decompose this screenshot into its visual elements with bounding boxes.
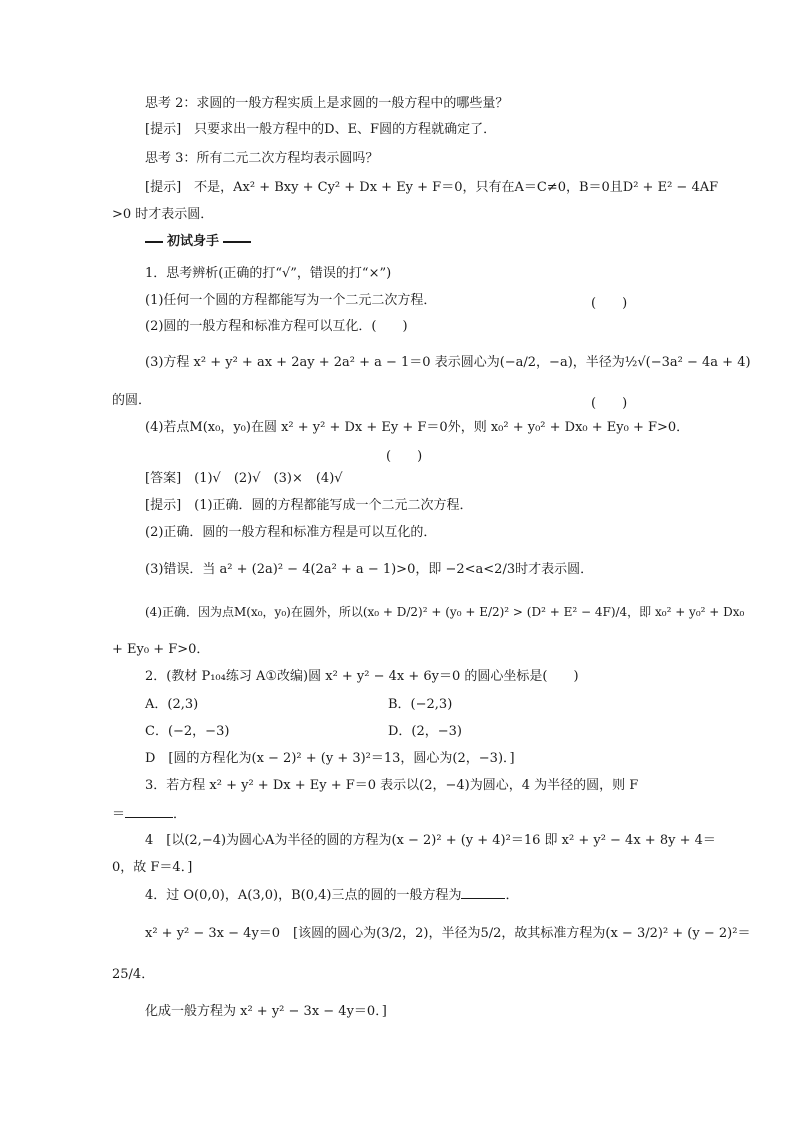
think-2-question: 思考 2：求圆的一般方程实质上是求圆的一般方程中的哪些量？ (145, 96, 509, 111)
q2-option-c: C．(−2，−3) (145, 724, 230, 739)
q1-item-1-answer-blank: ( ) (591, 296, 628, 311)
q1-answer: [答案] (1)√ (2)√ (3)× (4)√ (145, 471, 343, 486)
q3-question-line-2 (112, 805, 186, 824)
q3-answer-line-2: 0，故 F＝4．] (112, 860, 193, 875)
q1-item-4-answer-blank: ( ) (386, 449, 423, 464)
q4-answer-line-3: 化成一般方程为 x² + y² − 3x − 4y＝0．] (145, 1004, 387, 1019)
think-3-question: 思考 3：所有二元二次方程均表示圆吗？ (145, 151, 379, 166)
q3-question-line-1: 3．若方程 x² + y² + Dx + Ey + F＝0 表示以(2，−4)为圆心，4 为半径的圆，则 F (145, 778, 639, 793)
q1-tip-4-line-2: + Ey₀ + F>0． (112, 642, 210, 657)
q3-fill-blank[interactable] (125, 805, 173, 818)
section-header-label: 初试身手 (163, 233, 223, 251)
q4-answer-line-1: x² + y² − 3x − 4y＝0 [该圆的圆心为(3/2，2)，半径为5/2，故其标准方程为(x − 3/2)² + (y − 2)²＝ (145, 926, 751, 941)
q1-item-3-line-1: (3)方程 x² + y² + ax + 2ay + 2a² + a − 1＝0 表示圆心为(−a/2，−a)，半径为½√(−3a² − 4a + 4) (145, 355, 751, 370)
q4-answer-line-2: 25/4． (112, 967, 155, 982)
q1-item-3-answer-blank: ( ) (591, 396, 628, 411)
q2-option-a: A．(2,3) (145, 697, 199, 712)
section-header-first-try (145, 233, 251, 251)
q4-question-text: 4．过 O(0,0)，A(3,0)，B(0,4)三点的圆的一般方程为 (145, 888, 462, 903)
q3-answer-line-1: 4 [以(2,−4)为圆心A为半径的圆的方程为(x − 2)² + (y + 4)²＝16 即 x² + y² − 4x + 8y + 4＝ (145, 833, 716, 848)
hint-3-line-1: [提示] 不是，Ax² + Bxy + Cy² + Dx + Ey + F＝0，只有在A＝C≠0，B＝0且D² + E² − 4AF (145, 180, 719, 195)
hint-3-line-2: >0 时才表示圆． (112, 207, 214, 222)
q2-option-b: B．(−2,3) (388, 697, 453, 712)
q1-tip-1: [提示] (1)正确．圆的方程都能写成一个二元二次方程． (145, 498, 473, 513)
q4-question (145, 886, 518, 905)
q3-equals: ＝ (112, 807, 126, 822)
q1-tip-3: (3)错误．当 a² + (2a)² − 4(2a² + a − 1)>0，即 −2<a<2/3时才表示圆． (145, 562, 594, 577)
q1-item-3-line-2: 的圆． (112, 393, 152, 408)
q1-item-2: (2)圆的一般方程和标准方程可以互化．( ) (145, 319, 408, 334)
q2-question: 2．(教材 P₁₀₄练习 A①改编)圆 x² + y² − 4x + 6y＝0 的圆心坐标是( ) (145, 669, 579, 684)
q2-option-d: D．(2，−3) (388, 724, 463, 739)
q1-item-1: (1)任何一个圆的方程都能写为一个二元二次方程． (145, 293, 437, 308)
q2-answer: D [圆的方程化为(x − 2)² + (y + 3)²＝13，圆心为(2，−3)．] (145, 751, 515, 766)
hint-2: [提示] 只要求出一般方程中的D、E、F圆的方程就确定了． (145, 122, 497, 137)
q3-period: ． (173, 807, 187, 822)
q1-tip-4-line-1: (4)正确．因为点M(x₀，y₀)在圆外，所以(x₀ + D/2)² + (y₀ + E/2)² > (D² + E² − 4F)/4，即 x₀² + y₀² + Dx₀ (145, 605, 745, 619)
q4-period: ． (505, 888, 519, 903)
q4-fill-blank[interactable] (461, 886, 505, 899)
q1-item-4: (4)若点M(x₀，y₀)在圆 x² + y² + Dx + Ey + F＝0外，则 x₀² + y₀² + Dx₀ + Ey₀ + F>0． (145, 420, 690, 435)
q1-title: 1．思考辨析(正确的打“√”，错误的打“×”) (145, 266, 392, 281)
q1-tip-2: (2)正确．圆的一般方程和标准方程是可以互化的． (145, 525, 437, 540)
